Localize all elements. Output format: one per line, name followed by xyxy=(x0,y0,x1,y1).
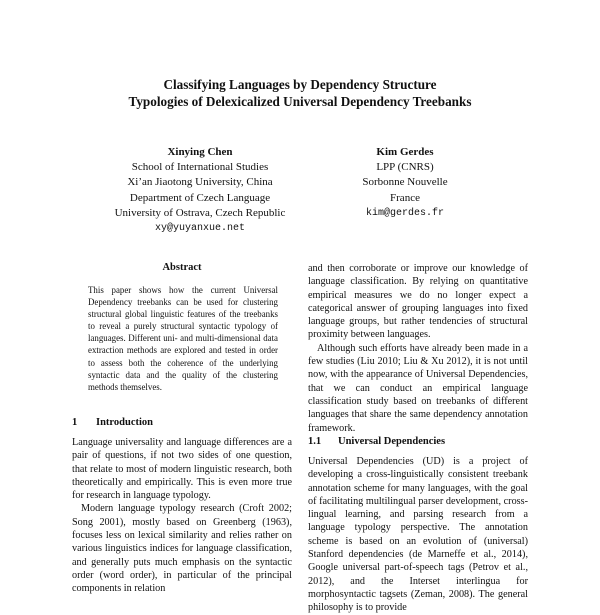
paragraph: Modern language typology research (Croft 2002; Song 2001), mostly based on Greenberg (1963), focuses less on lexical similarity and relies rather on various linguistics indices for language classification, and generally puts much emphasis on the syntactic order (word order), in particular of the principal components in relation xyxy=(72,503,292,595)
author-affiliation: Department of Czech Language xyxy=(129,191,271,204)
author-email: kim@gerdes.fr xyxy=(365,207,444,219)
title-line-2: Typologies of Delexicalized Universal Dependency Treebanks xyxy=(128,94,472,109)
author-block-2 xyxy=(335,145,475,221)
subsection-title: Universal Dependencies xyxy=(338,436,446,447)
title-line-1: Classifying Languages by Dependency Structure xyxy=(163,77,437,92)
section-number: 1 xyxy=(72,417,78,428)
section-title: Introduction xyxy=(96,417,153,428)
author-affiliation: Xi’an Jiaotong University, China xyxy=(127,176,273,189)
abstract-heading: Abstract xyxy=(162,262,202,273)
author-affiliation: LPP (CNRS) xyxy=(376,161,434,174)
author-block-1 xyxy=(100,145,300,236)
author-name: Kim Gerdes xyxy=(376,146,434,158)
subsection-heading xyxy=(308,436,445,447)
right-column-text xyxy=(308,262,528,435)
subsection-text xyxy=(308,455,528,615)
paragraph: Language universality and language differences are a pair of questions, if not two sides of one question, that relate to most of modern linguistic research, both theoretically and empirically. This is even more true for research in language typology. xyxy=(72,437,292,502)
paper-title xyxy=(0,76,600,110)
author-affiliation: France xyxy=(390,191,420,204)
intro-text xyxy=(72,436,292,596)
author-affiliation: University of Ostrava, Czech Republic xyxy=(114,206,286,219)
subsection-number: 1.1 xyxy=(308,436,322,447)
paragraph: Although such efforts have already been made in a few studies (Liu 2010; Liu & Xu 2012), it is not until now, with the appearance of Universal Dependencies, that we can conduct an empirical language classification study based on treebanks of different languages that share the same dependency annotation framework. xyxy=(308,342,528,434)
abstract-text: This paper shows how the current Universal Dependency treebanks can be used for clustering structural global linguistic features of the treebanks to reveal a purely structural syntactic typology of languages. Different uni- and multi-dimensional data extraction methods are explored and tested in order to assess both the coherence of the underlying syntactic data and the quality of the clustering methods themselves. xyxy=(88,285,278,392)
author-affiliation: School of International Studies xyxy=(131,161,269,174)
section-heading xyxy=(72,417,153,428)
author-affiliation: Sorbonne Nouvelle xyxy=(362,176,448,189)
paragraph: Universal Dependencies (UD) is a project of developing a cross-linguistically consistent treebank annotation scheme for many languages, with the goal of facilitating multilingual parser development, cross-lingual learning, and parsing research from a language typology perspective. The annotation scheme is based on an evolution of (universal) Stanford dependencies (de Marneffe et al., 2014), Google universal part-of-speech tags (Petrov et al., 2012), and the Interset interlingua for morphosyntactic tagsets (Zeman, 2008). The general philosophy is to provide xyxy=(308,456,528,614)
author-name: Xinying Chen xyxy=(167,146,233,158)
paragraph: and then corroborate or improve our knowledge of language classification. By relying on quantitative empirical measures we do no longer expect a categorical answer of grouping languages into fixed language groups, but rather tendencies of structural proximity between languages. xyxy=(308,263,528,341)
author-email: xy@yuyanxue.net xyxy=(154,223,245,235)
